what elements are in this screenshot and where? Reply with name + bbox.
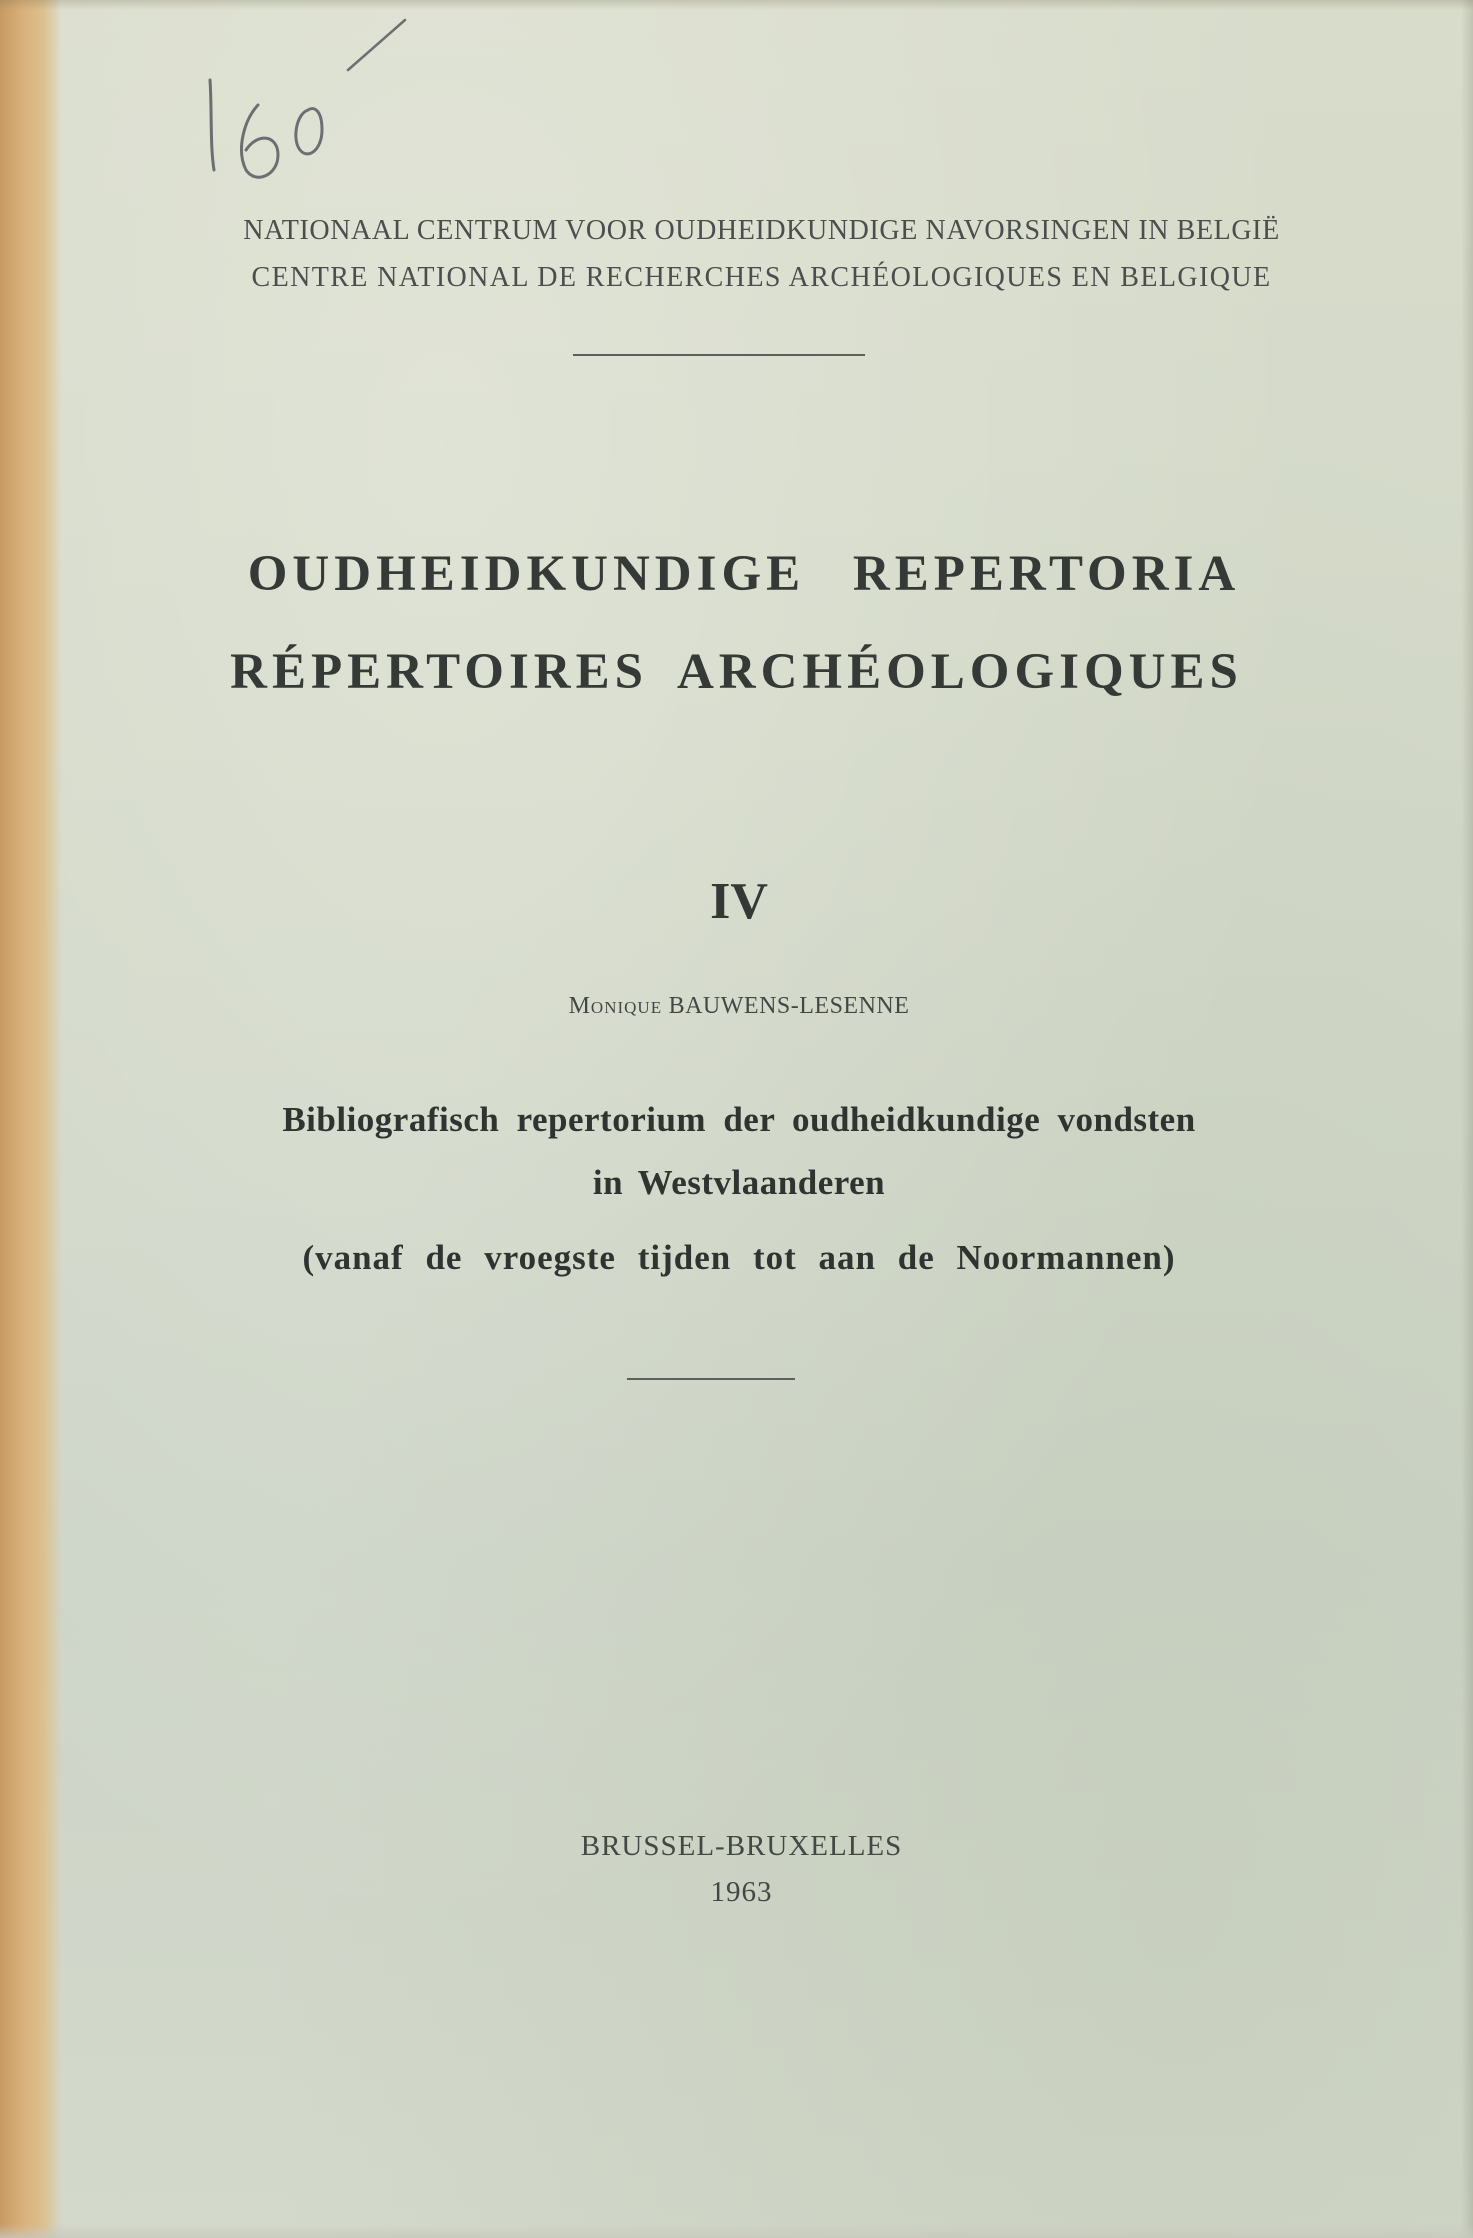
institution-french: CENTRE NATIONAL DE RECHERCHES ARCHÉOLOGIQUES EN BELGIQUE <box>251 262 1272 293</box>
bottom-edge <box>0 2224 1473 2238</box>
book-subtitle: (vanaf de vroegste tijden tot aan de Noormannen) <box>302 1238 1176 1277</box>
publication-place: BRUSSEL-BRUXELLES <box>580 1830 903 1862</box>
book-title-line-2: in Westvlaanderen <box>592 1163 886 1202</box>
volume-number: IV <box>710 873 768 930</box>
author-first-name: Monique <box>568 993 663 1019</box>
handwritten-annotation <box>200 10 420 185</box>
book-title-line-1: Bibliografisch repertorium der oudheidkundige vondsten <box>282 1100 1196 1139</box>
series-title-french: RÉPERTOIRES ARCHÉOLOGIQUES <box>230 644 1243 700</box>
author-last-name: BAUWENS-LESENNE <box>668 993 910 1019</box>
top-edge-shadow <box>0 0 1473 10</box>
divider-bottom <box>627 1378 795 1380</box>
divider-top <box>573 354 865 356</box>
series-title-dutch: OUDHEIDKUNDIGE REPERTORIA <box>247 546 1241 602</box>
institution-dutch: NATIONAAL CENTRUM VOOR OUDHEIDKUNDIGE NAVORSINGEN IN BELGIË <box>243 215 1280 246</box>
author-name <box>0 993 1473 1020</box>
publication-year: 1963 <box>710 1876 773 1908</box>
